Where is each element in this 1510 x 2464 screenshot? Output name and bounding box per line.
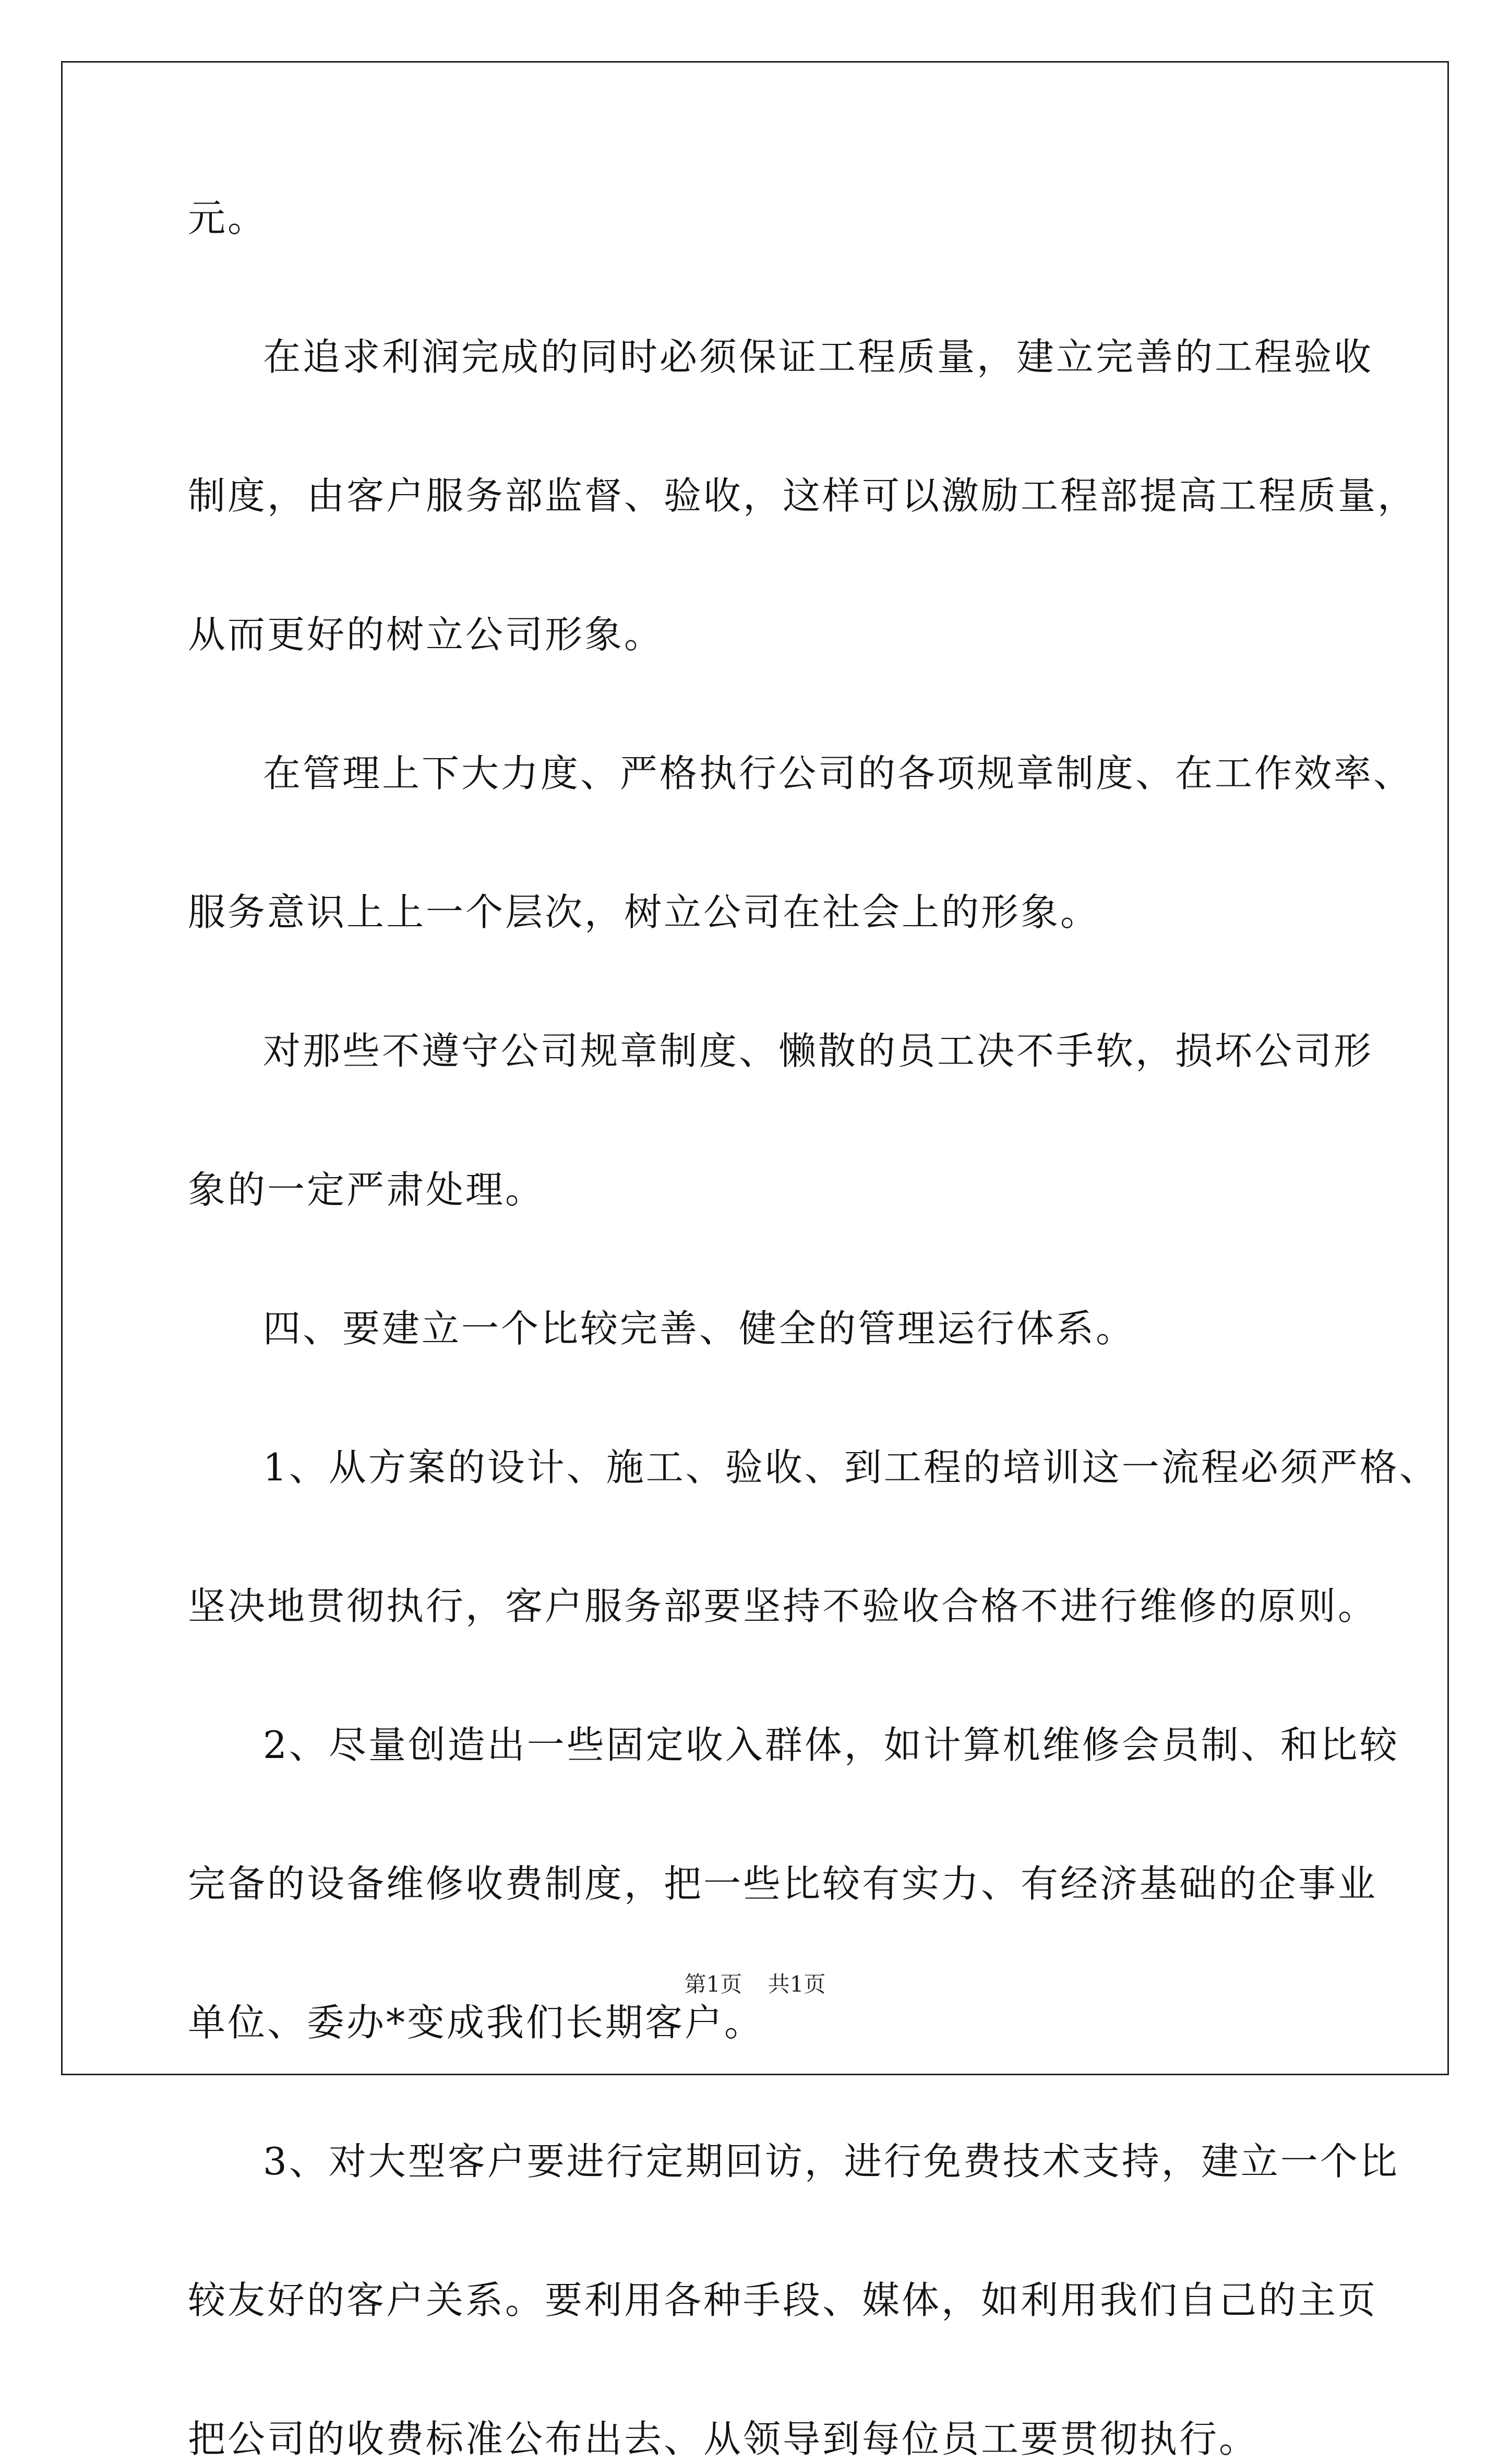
text-line: 象的一定严肃处理。 (188, 1168, 545, 1212)
text-line: 把公司的收费标准公布出去、从领导到每位员工要贯彻执行。 (188, 2417, 1259, 2461)
text-line: 1、从方案的设计、施工、验收、到工程的培训这一流程必须严格、 (263, 1445, 1439, 1489)
text-line: 坚决地贯彻执行，客户服务部要坚持不验收合格不进行维修的原则。 (188, 1584, 1378, 1628)
text-line: 四、要建立一个比较完善、健全的管理运行体系。 (263, 1307, 1136, 1350)
page-footer (0, 1970, 1510, 1999)
text-line: 2、尽量创造出一些固定收入群体，如计算机维修会员制、和比较 (263, 1723, 1399, 1767)
text-line: 完备的设备维修收费制度，把一些比较有实力、有经济基础的企事业 (188, 1862, 1378, 1906)
page-total: 共1页 (768, 1971, 826, 1997)
text-line: 3、对大型客户要进行定期回访，进行免费技术支持，建立一个比 (263, 2139, 1399, 2183)
text-line: 在管理上下大力度、严格执行公司的各项规章制度、在工作效率、 (263, 751, 1413, 795)
text-line: 较友好的客户关系。要利用各种手段、媒体，如利用我们自己的主页 (188, 2278, 1378, 2322)
document-body (188, 193, 1439, 2464)
text-line: 对那些不遵守公司规章制度、懒散的员工决不手软，损坏公司形 (263, 1029, 1374, 1073)
text-line: 在追求利润完成的同时必须保证工程质量，建立完善的工程验收 (263, 335, 1374, 379)
text-line: 单位、委办*变成我们长期客户。 (188, 2001, 764, 2044)
text-line: 制度，由客户服务部监督、验收，这样可以激励工程部提高工程质量， (188, 474, 1418, 518)
page-number: 第1页 (684, 1971, 742, 1997)
text-line: 元。 (188, 196, 268, 240)
text-line: 从而更好的树立公司形象。 (188, 613, 664, 656)
text-line: 服务意识上上一个层次，树立公司在社会上的形象。 (188, 890, 1100, 934)
